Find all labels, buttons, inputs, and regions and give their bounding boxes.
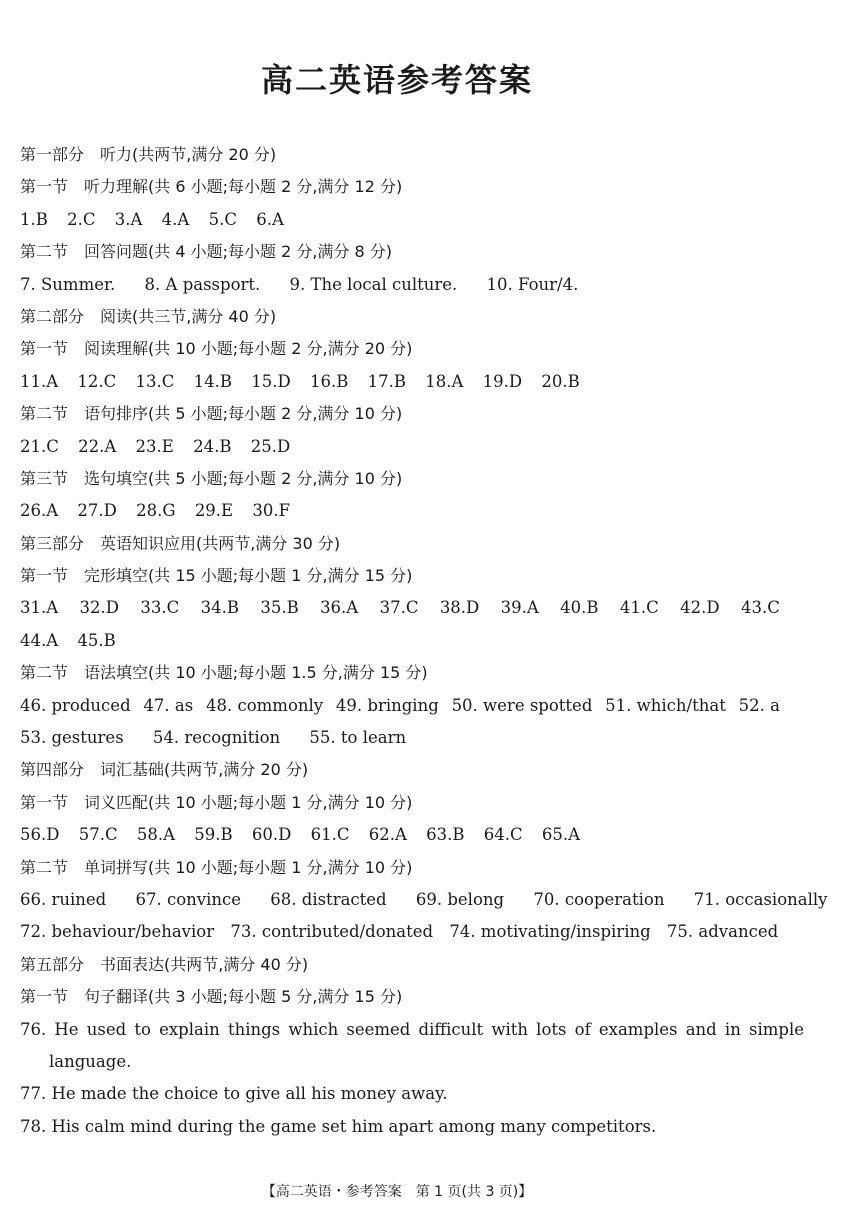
answer-item: 72. behaviour/behavior (20, 922, 215, 942)
section-heading: 第二节 语法填空(共 10 小题;每小题 1.5 分,满分 15 分) (20, 663, 428, 683)
part-heading: 第三部分 英语知识应用(共两节,满分 30 分) (20, 533, 341, 553)
answer-item: 5.C (208, 209, 237, 229)
answer-item: 57.C (78, 825, 118, 845)
answer-item: 53. gestures (20, 728, 124, 748)
answer-row (20, 884, 828, 916)
answer-row (20, 495, 780, 527)
answer-item: 44.A (20, 630, 59, 650)
answer-item: 41.C (619, 598, 659, 618)
answer-row (20, 690, 780, 722)
part-heading: 第四部分 词汇基础(共两节,满分 20 分) (20, 760, 309, 780)
answer-item: 3.A (114, 209, 143, 229)
part-heading: 第二部分 阅读(共三节,满分 40 分) (20, 306, 277, 326)
answer-item: 45.B (77, 630, 116, 650)
section-heading: 第三节 选句填空(共 5 小题;每小题 2 分,满分 10 分) (20, 468, 403, 488)
answer-item: 67. convince (135, 889, 242, 909)
answer-item: 59.B (194, 825, 233, 845)
answer-item: 40.B (560, 598, 599, 618)
answer-item: 12.C (77, 371, 117, 391)
page-title: 高二英语参考答案 (260, 61, 533, 99)
answer-item: 9. The local culture. (289, 274, 458, 294)
answer-item: 27.D (77, 501, 117, 521)
answer-item: 69. belong (415, 889, 505, 909)
translation-answer: 78. His calm mind during the game set him apart among many competitors. (20, 1116, 657, 1136)
section-heading: 第二节 回答问题(共 4 小题;每小题 2 分,满分 8 分) (20, 242, 393, 262)
answer-item: 75. advanced (666, 922, 779, 942)
answer-item: 63.B (426, 825, 465, 845)
section-heading: 第一节 阅读理解(共 10 小题;每小题 2 分,满分 20 分) (20, 339, 413, 359)
section-heading: 第一节 句子翻译(共 3 小题;每小题 5 分,满分 15 分) (20, 987, 403, 1007)
section-heading: 第一节 完形填空(共 15 小题;每小题 1 分,满分 15 分) (20, 566, 413, 586)
answer-item: 2.C (67, 209, 96, 229)
answer-item: 65.A (541, 825, 581, 845)
page-footer: 【高二英语・参考答案 第 1 页(共 3 页)】 (261, 1184, 533, 1200)
answer-item: 43.C (740, 598, 780, 618)
answer-item: 39.A (500, 598, 539, 618)
answer-item: 70. cooperation (533, 889, 665, 909)
answer-item: 8. A passport. (144, 274, 261, 294)
answer-item: 38.D (439, 598, 480, 618)
part-heading: 第一部分 听力(共两节,满分 20 分) (20, 145, 277, 164)
answer-key-body (20, 139, 828, 1143)
answer-item: 21.C (20, 436, 59, 456)
answer-item: 19.D (482, 371, 523, 391)
answer-item: 58.A (136, 825, 176, 845)
answer-item: 64.C (483, 825, 523, 845)
translation-answer: 76. He used to explain things which seemed difficult with lots of examples and in simple language. (20, 1019, 804, 1071)
answer-row (20, 366, 780, 398)
answer-item: 52. a (738, 695, 780, 715)
answer-item: 29.E (194, 501, 234, 521)
section-heading: 第一节 词义匹配(共 10 小题;每小题 1 分,满分 10 分) (20, 792, 413, 812)
answer-item: 20.B (541, 371, 580, 391)
answer-item: 17.B (367, 371, 407, 391)
answer-item: 56.D (20, 825, 60, 845)
section-heading: 第二节 单词拼写(共 10 小题;每小题 1 分,满分 10 分) (20, 857, 413, 877)
answer-item: 18.A (425, 371, 464, 391)
answer-item: 7. Summer. (20, 274, 116, 294)
part-heading: 第五部分 书面表达(共两节,满分 40 分) (20, 954, 309, 974)
answer-item: 42.D (680, 598, 720, 618)
answer-row (20, 431, 780, 463)
answer-item: 68. distracted (270, 889, 387, 909)
answer-item: 73. contributed/donated (230, 922, 434, 942)
answer-item: 50. were spotted (451, 695, 593, 715)
answer-item: 60.D (251, 825, 292, 845)
answer-row (20, 916, 780, 948)
answer-item: 23.E (135, 436, 174, 456)
answer-item: 34.B (200, 598, 239, 618)
answer-item: 36.A (320, 598, 359, 618)
answer-row (20, 269, 780, 301)
answer-item: 66. ruined (20, 889, 107, 909)
answer-item: 10. Four/4. (486, 274, 579, 294)
answer-item: 24.B (193, 436, 232, 456)
answer-item: 1.B (20, 209, 48, 229)
answer-row (20, 592, 780, 624)
answer-item: 13.C (135, 371, 175, 391)
answer-row (20, 819, 780, 851)
answer-item: 48. commonly (206, 695, 324, 715)
answer-item: 35.B (260, 598, 299, 618)
answer-item: 49. bringing (335, 695, 439, 715)
answer-item: 61.C (310, 825, 350, 845)
answer-item: 37.C (379, 598, 419, 618)
answer-item: 26.A (20, 501, 59, 521)
section-heading: 第二节 语句排序(共 5 小题;每小题 2 分,满分 10 分) (20, 404, 403, 424)
answer-item: 31.A (20, 598, 59, 618)
answer-item: 30.F (252, 501, 291, 521)
answer-item: 15.D (251, 371, 291, 391)
answer-item: 74. motivating/inspiring (449, 922, 651, 942)
answer-item: 55. to learn (309, 728, 407, 748)
answer-item: 71. occasionally (693, 889, 828, 909)
answer-item: 47. as (143, 695, 194, 715)
answer-item: 6.A (256, 209, 284, 229)
answer-item: 25.D (250, 436, 291, 456)
answer-item: 51. which/that (605, 695, 726, 715)
answer-item: 14.B (193, 371, 233, 391)
answer-item: 11.A (20, 371, 59, 391)
answer-item: 16.B (310, 371, 349, 391)
answer-item: 4.A (161, 209, 190, 229)
answer-row (20, 722, 780, 754)
answer-row (20, 625, 780, 657)
answer-item: 22.A (78, 436, 117, 456)
section-heading: 第一节 听力理解(共 6 小题;每小题 2 分,满分 12 分) (20, 177, 403, 197)
answer-item: 46. produced (20, 695, 131, 715)
answer-item: 33.C (140, 598, 180, 618)
translation-answer: 77. He made the choice to give all his money away. (20, 1084, 448, 1104)
answer-row (20, 204, 780, 236)
answer-item: 62.A (368, 825, 407, 845)
answer-item: 28.G (136, 501, 176, 521)
answer-item: 54. recognition (152, 728, 281, 748)
answer-item: 32.D (79, 598, 119, 618)
